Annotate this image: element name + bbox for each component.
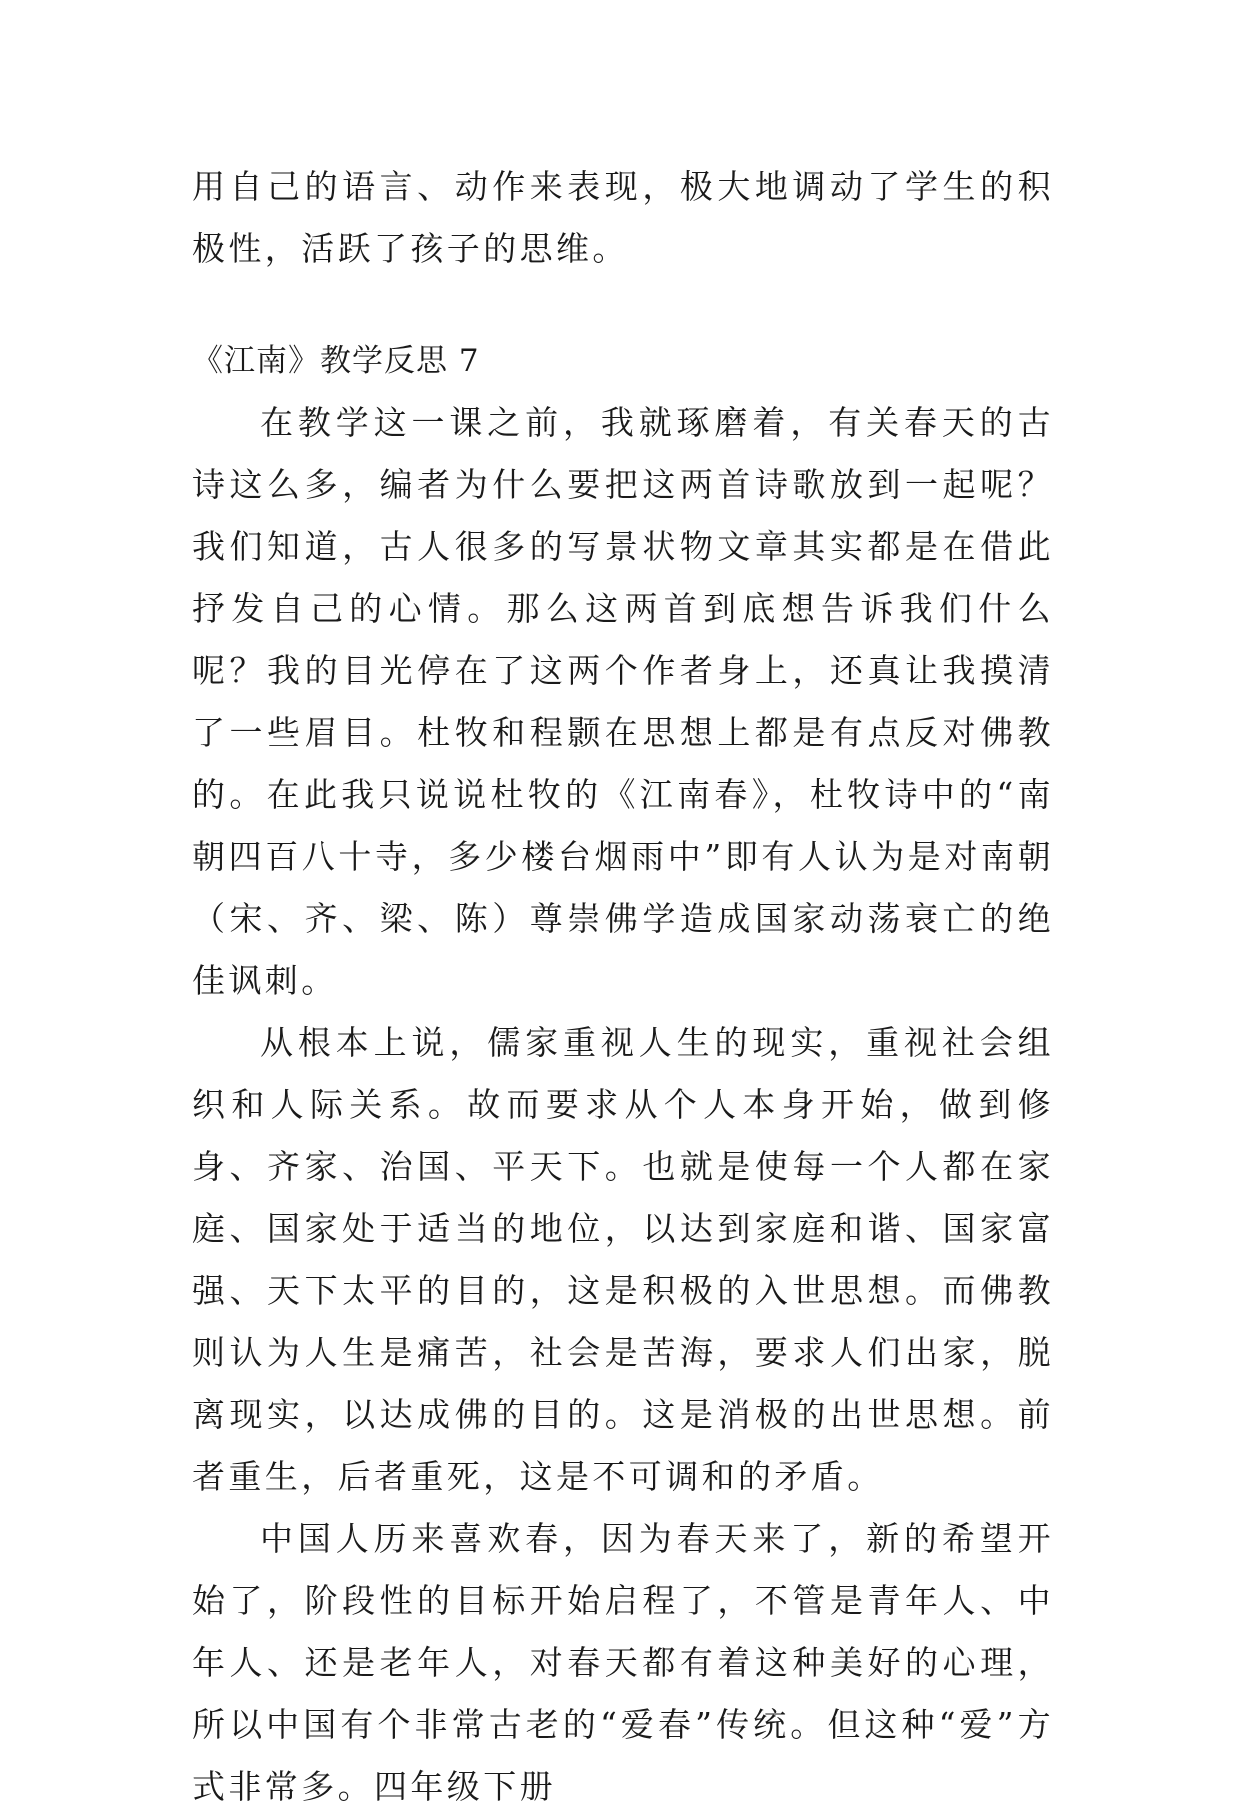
section-heading: 《江南》教学反思 7 — [192, 343, 480, 379]
paragraph-2: 从根本上说，儒家重视人生的现实，重视社会组织和人际关系。故而要求从个人本身开始，做到修身、齐家、治国、平天下。也就是使每一个人都在家庭、国家处于适当的地位，以达到家庭和谐、国家富强、天下太平的目的，这是积极的入世思想。而佛教则认为人生是痛苦，社会是苦海，要求人们出家，脱离现实，以达成佛的目的。这是消极的出世思想。前者重生，后者重死，这是不可调和的矛盾。 — [192, 1023, 1054, 1496]
continuation-paragraph — [192, 156, 1054, 280]
paragraph-3: 中国人历来喜欢春，因为春天来了，新的希望开始了，阶段性的目标开始启程了，不管是青年人、中年人、还是老年人，对春天都有着这种美好的心理，所以中国有个非常古老的“爱春”传统。但这种“爱”方式非常多。四年级下册 — [192, 1519, 1054, 1806]
body-paragraphs — [192, 392, 1054, 1818]
paragraph-1: 在教学这一课之前，我就琢磨着，有关春天的古诗这么多，编者为什么要把这两首诗歌放到一起呢？我们知道，古人很多的写景状物文章其实都是在借此抒发自己的心情。那么这两首到底想告诉我们什么呢？我的目光停在了这两个作者身上，还真让我摸清了一些眉目。杜牧和程颢在思想上都是有点反对佛教的。在此我只说说杜牧的《江南春》，杜牧诗中的“南朝四百八十寺，多少楼台烟雨中”即有人认为是对南朝（宋、齐、梁、陈）尊崇佛学造成国家动荡衰亡的绝佳讽刺。 — [192, 403, 1054, 1000]
continuation-text: 用自己的语言、动作来表现，极大地调动了学生的积极性，活跃了孩子的思维。 — [192, 167, 1054, 268]
